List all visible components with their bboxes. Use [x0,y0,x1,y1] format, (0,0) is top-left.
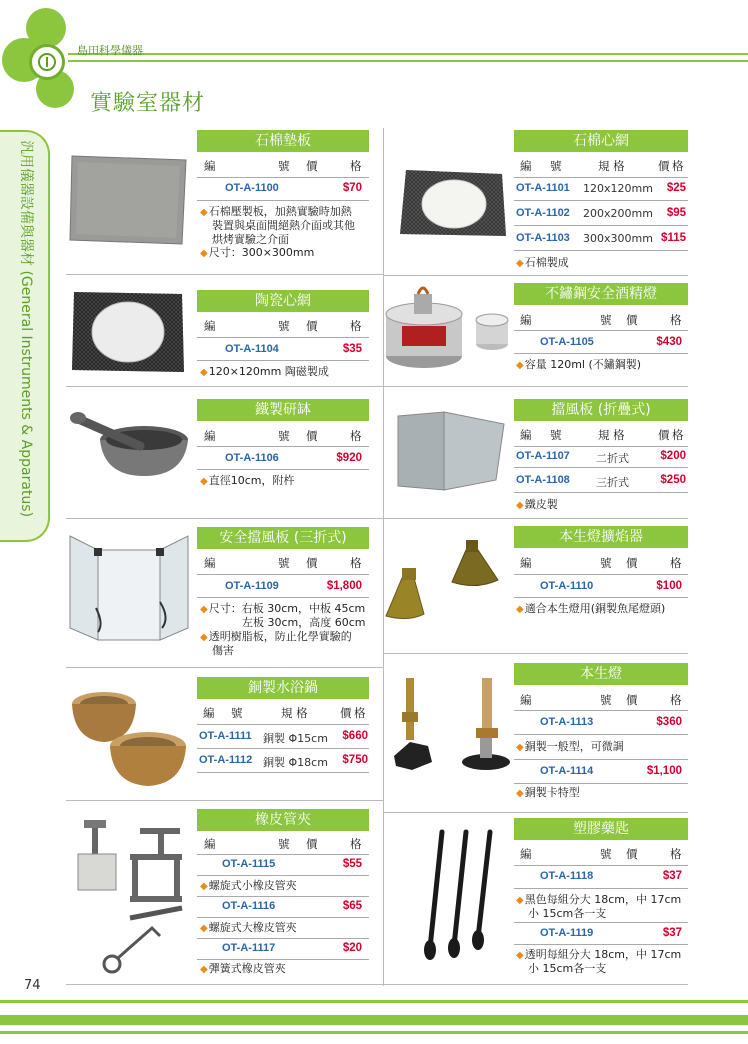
product-description: 小 15cm各一支 [528,962,607,975]
product-title: 本生燈 [514,663,688,685]
plastic-spatula-image [420,828,500,964]
product-price: $95 [666,207,686,219]
product-description: ◆ 尺寸：右板 30cm，中板 45cm [200,602,365,617]
product-description: ◆ 120×120mm 陶磁製成 [200,365,329,380]
table-header: 編 號 規 格 價 格 [520,159,684,173]
table-rule [514,922,688,923]
product-title: 鐵製研缽 [197,399,369,421]
product-description: ◆ 尺寸：300×300mm [200,246,314,261]
table-rule [197,724,369,725]
product-description: ◆ 螺旋式小橡皮管夾 [200,879,297,894]
table-rule [514,250,688,251]
product-description: ◆ 容量 120ml (不鏽鋼製) [516,358,641,373]
side-label: 汎用儀器設備與器材 (General Instruments & Apparatus) [18,140,34,518]
row-divider [384,275,688,276]
product-price: $65 [342,900,362,912]
wind-shield-image [396,410,506,492]
product-price: $250 [660,474,686,486]
table-header: 編 號 價 格 [204,837,362,851]
product-description: ◆ 黑色每組分大 18cm，中 17cm [516,893,681,908]
product-price: $660 [342,730,368,742]
product-code: OT-A-1104 [225,343,279,355]
product-price: $200 [660,450,686,462]
table-rule [514,467,688,468]
table-rule [514,734,688,735]
product-description: ◆ 直徑10cm，附杵 [200,474,294,489]
product-code: OT-A-1112 [199,754,253,766]
product-price: $70 [342,182,362,194]
table-rule [514,759,688,760]
table-header: 編 號 價 格 [520,313,682,327]
table-rule [514,783,688,784]
product-price: $37 [662,870,682,882]
product-title: 橡皮管夾 [197,809,369,831]
product-code: OT-A-1108 [516,474,570,486]
product-code: OT-A-1106 [225,452,279,464]
product-description: 烘烤實驗之介面 [212,233,289,246]
product-price: $37 [662,927,682,939]
table-rule [197,337,369,338]
table-rule [197,469,369,470]
product-description: 左板 30cm，高度 60cm [242,616,366,629]
safety-shield-image [68,528,192,654]
product-code: OT-A-1100 [225,182,279,194]
wire-gauze-image [398,168,508,240]
footer-rule [0,1031,748,1034]
table-rule [197,772,369,773]
table-header: 編 號 價 格 [204,429,362,443]
product-spec: 120x120mm [583,182,653,195]
table-rule [197,896,369,897]
table-header: 編 號 規 格 價 格 [520,428,684,442]
table-header: 編 號 規 格 價 格 [203,706,366,720]
row-divider [66,518,383,519]
asbestos-board-image [68,152,190,247]
product-description: ◆ 透明樹脂板，防止化學實驗的 [200,630,352,645]
product-code: OT-A-1118 [540,870,594,882]
product-title: 石棉墊板 [197,130,369,152]
table-rule [197,917,369,918]
product-title: 銅製水浴鍋 [197,677,369,699]
table-header: 編 號 價 格 [520,847,682,861]
product-code: OT-A-1119 [540,927,594,939]
product-code: OT-A-1114 [540,765,594,777]
footer-rule [0,1015,748,1025]
table-rule [514,865,688,866]
product-description: ◆ 石棉製成 [516,256,569,271]
product-description: ◆ 螺旋式大橡皮管夾 [200,921,297,936]
product-spec: 300x300mm [583,232,653,245]
product-title: 不鏽鋼安全酒精燈 [514,283,688,305]
alcohol-lamp-image [384,284,516,374]
table-header: 編 號 價 格 [204,556,362,570]
product-description: 裝置與桌面間絕熱介面或其他 [212,219,355,232]
table-rule [197,597,369,598]
table-rule [514,177,688,178]
table-header: 編 號 價 格 [204,319,362,333]
product-title: 塑膠藥匙 [514,818,688,840]
product-description: ◆ 適合本生燈用(銅製魚尾燈頭) [516,602,665,617]
product-price: $1,800 [326,580,362,592]
row-divider [66,984,688,985]
tube-clamp-image [72,818,192,974]
product-code: OT-A-1109 [225,580,279,592]
table-rule [514,353,688,354]
table-rule [197,854,369,855]
page-number: 74 [24,978,41,993]
product-code: OT-A-1110 [540,580,594,592]
product-description: ◆ 鐵皮製 [516,498,558,513]
product-description: 小 15cm各一支 [528,907,607,920]
row-divider [384,518,688,519]
product-price: $20 [342,942,362,954]
table-rule [197,446,369,447]
product-price: $360 [656,716,682,728]
row-divider [384,653,688,654]
ceramic-gauze-image [70,288,186,376]
header-rule [68,60,748,62]
table-header: 編 號 價 格 [204,159,362,173]
product-spec: 銅製 Φ15cm [263,732,328,745]
product-code: OT-A-1103 [516,232,570,244]
water-bath-image [70,688,190,788]
row-divider [66,800,383,801]
product-spec: 三折式 [596,476,629,489]
product-code: OT-A-1107 [516,450,570,462]
table-rule [197,875,369,876]
table-rule [514,492,688,493]
table-rule [514,710,688,711]
product-price: $100 [656,580,682,592]
product-spec: 二折式 [596,452,629,465]
table-rule [197,200,369,201]
product-price: $750 [342,754,368,766]
product-description: ◆ 銅製一般型，可微調 [516,740,624,755]
table-rule [514,597,688,598]
product-description: ◆ 透明每組分大 18cm，中 17cm [516,948,681,963]
product-code: OT-A-1102 [516,207,570,219]
product-price: $115 [661,232,686,244]
table-rule [197,748,369,749]
product-price: $1,100 [646,765,682,777]
product-description: ◆ 彈簧式橡皮管夾 [200,962,286,977]
product-title: 石棉心網 [514,130,688,152]
product-code: OT-A-1116 [222,900,276,912]
bunsen-burner-image [392,676,510,776]
product-code: OT-A-1111 [199,730,252,742]
row-divider [66,667,383,668]
header-rule [68,53,748,55]
row-divider [66,386,383,387]
table-header: 編 號 價 格 [520,693,682,707]
product-code: OT-A-1117 [222,942,276,954]
table-rule [197,360,369,361]
flame-spreader-image [384,540,502,624]
product-title: 擋風板 (折疊式) [514,399,688,421]
product-spec: 200x200mm [583,207,653,220]
product-code: OT-A-1115 [222,858,276,870]
table-rule [197,938,369,939]
product-spec: 銅製 Φ18cm [263,756,328,769]
row-divider [384,812,688,813]
iron-mortar-image [70,404,190,480]
footer-rule [0,1000,748,1003]
product-price: $55 [342,858,362,870]
product-description: 傷害 [212,644,234,657]
table-rule [514,574,688,575]
table-rule [197,574,369,575]
row-divider [384,386,688,387]
product-price: $25 [666,182,686,194]
table-rule [197,959,369,960]
table-rule [514,225,688,226]
product-price: $430 [656,336,682,348]
product-title: 安全擋風板 (三折式) [197,527,369,549]
product-code: OT-A-1113 [540,716,594,728]
product-description: ◆ 石棉壓製板，加熱實驗時加熱 [200,205,352,220]
product-price: $920 [336,452,362,464]
table-rule [514,944,688,945]
table-header: 編 號 價 格 [520,556,682,570]
table-rule [197,177,369,178]
company-name: 島田科學儀器 [77,44,143,57]
product-title: 本生燈擴焰器 [514,526,688,548]
table-rule [514,888,688,889]
product-code: OT-A-1101 [516,182,570,194]
product-code: OT-A-1105 [540,336,594,348]
row-divider [66,274,383,275]
product-price: $35 [342,343,362,355]
page-title: 實驗室器材 [90,91,206,116]
product-description: ◆ 銅製卡特型 [516,786,580,801]
table-rule [514,446,688,447]
table-rule [514,330,688,331]
product-title: 陶瓷心網 [197,290,369,312]
company-logo [29,44,65,80]
table-rule [514,200,688,201]
